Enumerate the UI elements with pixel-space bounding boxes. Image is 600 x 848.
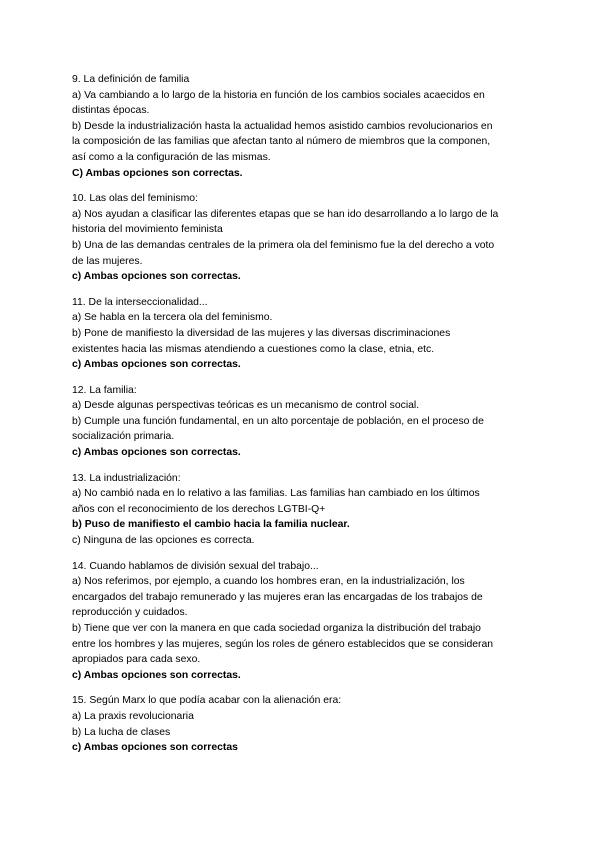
question-title: 11. De la interseccionalidad...: [72, 296, 208, 308]
answer-option-line: c) Ninguna de las opciones es correcta.: [72, 535, 255, 547]
question-title: 10. Las olas del feminismo:: [72, 193, 198, 205]
question-block: [72, 383, 532, 461]
answer-option-line: reproducción y cuidados.: [72, 607, 188, 619]
question-block: [72, 295, 532, 373]
answer-option-line: apropiados para cada sexo.: [72, 654, 201, 666]
question-title: 14. Cuando hablamos de división sexual del trabajo...: [72, 560, 319, 572]
question-block: [72, 559, 532, 684]
answer-option-line: de las mujeres.: [72, 255, 143, 267]
answer-option-line: entre los hombres y las mujeres, según los roles de género establecidos que se consideran: [72, 638, 494, 650]
answer-option-line: a) Nos referimos, por ejemplo, a cuando los hombres eran, en la industrialización, los: [72, 576, 465, 588]
answer-option-line: b) Desde la industrialización hasta la actualidad hemos asistido cambios revolucionarios en: [72, 120, 493, 132]
answer-option-line: a) Se habla en la tercera ola del feminismo.: [72, 312, 273, 324]
answer-option-line: b) Cumple una función fundamental, en un alto porcentaje de población, en el proceso de: [72, 415, 484, 427]
answer-option-line: b) Una de las demandas centrales de la primera ola del feminismo fue la del derecho a voto: [72, 239, 495, 251]
answer-option-line: encargados del trabajo remunerado y las mujeres eran las encargadas de los trabajos de: [72, 591, 483, 603]
answer-option-line: b) Pone de manifiesto la diversidad de las mujeres y las diversas discriminaciones: [72, 327, 451, 339]
answer-option-line: la composición de las familias que afectan tanto al número de miembros que la componen,: [72, 136, 491, 148]
answer-option-line: socialización primaria.: [72, 431, 175, 443]
question-block: [72, 191, 532, 285]
question-title: 9. La definición de familia: [72, 74, 190, 85]
answer-option-line: distintas épocas.: [72, 105, 150, 117]
answer-option-line: b) Tiene que ver con la manera en que cada sociedad organiza la distribución del trabajo: [72, 623, 481, 634]
question-block: [72, 693, 532, 755]
correct-answer-line: C) Ambas opciones son correctas.: [72, 167, 243, 179]
answer-option-line: a) No cambió nada en lo relativo a las familias. Las familias han cambiado en los últimos: [72, 488, 480, 500]
question-title: 15. Según Marx lo que podía acabar con la alienación era:: [72, 695, 342, 707]
answer-option-line: años con el reconocimiento de los derechos LGTBI-Q+: [72, 503, 326, 515]
document-page: [72, 72, 532, 766]
question-title: 12. La familia:: [72, 384, 137, 396]
answer-option-line: a) Desde algunas perspectivas teóricas es un mecanismo de control social.: [72, 400, 420, 412]
answer-option-line: a) Va cambiando a lo largo de la historia en función de los cambios sociales acaecidos en: [72, 89, 485, 101]
answer-option-line: b) La lucha de clases: [72, 726, 171, 738]
correct-answer-line: c) Ambas opciones son correctas.: [72, 359, 241, 371]
correct-answer-line: c) Ambas opciones son correctas.: [72, 271, 241, 283]
answer-option-line: existentes hacia las mismas atendiendo a cuestiones como la clase, etnia, etc.: [72, 343, 435, 355]
correct-answer-line: c) Ambas opciones son correctas.: [72, 447, 241, 459]
correct-answer-line: c) Ambas opciones son correctas: [72, 742, 238, 754]
answer-option-line: a) La praxis revolucionaria: [72, 710, 194, 722]
question-title: 13. La industrialización:: [72, 472, 181, 484]
question-block: [72, 72, 532, 181]
question-block: [72, 471, 532, 549]
correct-answer-line: c) Ambas opciones son correctas.: [72, 669, 241, 681]
answer-option-line: así como a la configuración de las mismas.: [72, 151, 271, 163]
correct-answer-line: b) Puso de manifiesto el cambio hacia la familia nuclear.: [72, 519, 350, 531]
answer-option-line: a) Nos ayudan a clasificar las diferentes etapas que se han ido desarrollando a lo largo de la: [72, 208, 499, 220]
answer-option-line: historia del movimiento feminista: [72, 224, 223, 236]
